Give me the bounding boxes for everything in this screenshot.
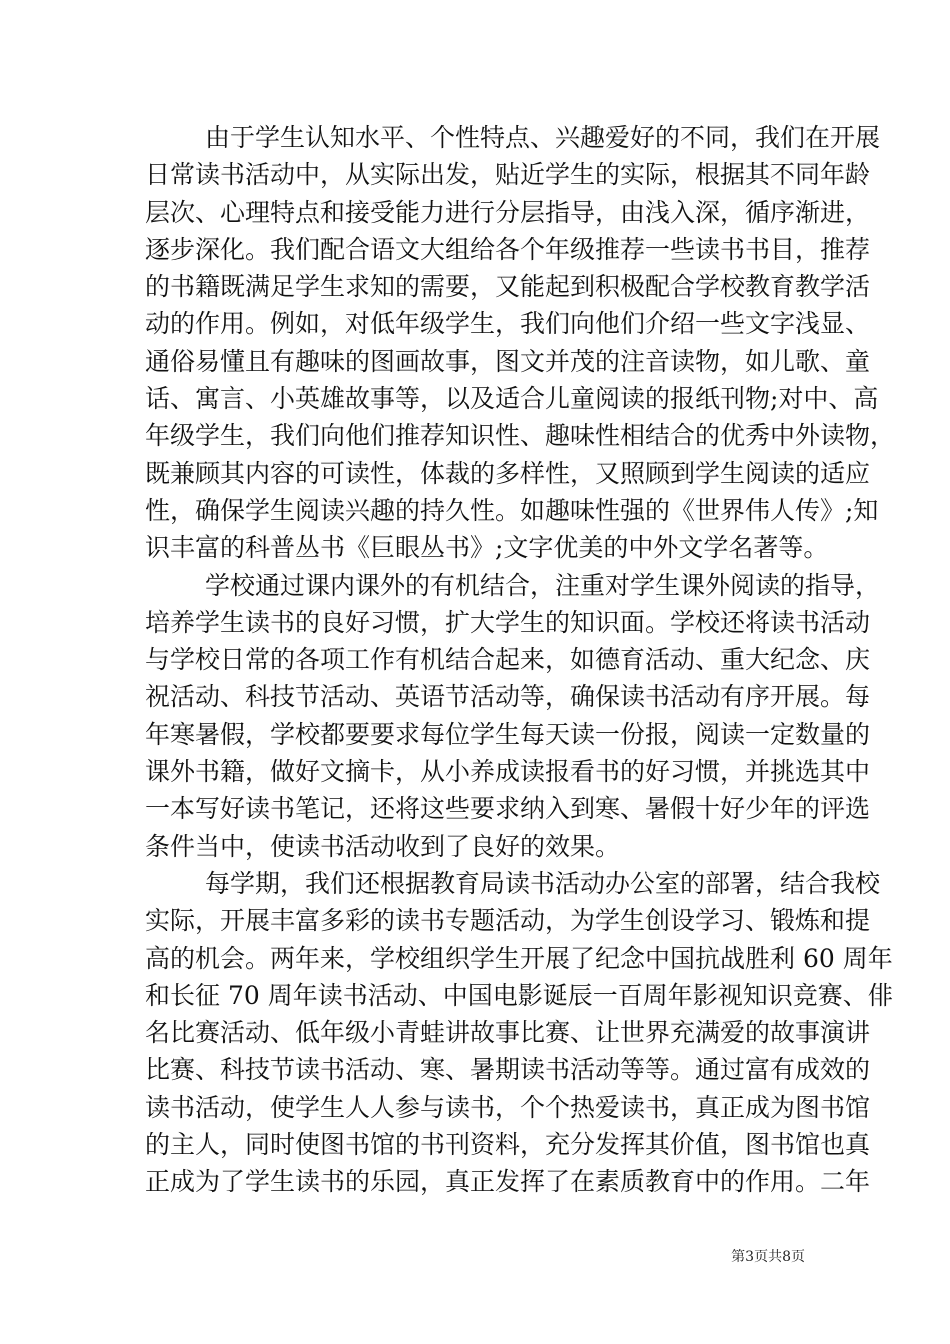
text-line: 条件当中，使读书活动收到了良好的效果。 <box>145 831 621 861</box>
text-line: 正成为了学生读书的乐园，真正发挥了在素质教育中的作用。二年 <box>145 1167 871 1197</box>
text-line: 的主人，同时使图书馆的书刊资料，充分发挥其价值，图书馆也真 <box>145 1130 871 1160</box>
text-line: 课外书籍，做好文摘卡，从小养成读报看书的好习惯，并挑选其中 <box>145 757 871 787</box>
text-line: 由于学生认知水平、个性特点、兴趣爱好的不同，我们在开展 <box>205 123 881 152</box>
text-line: 层次、心理特点和接受能力进行分层指导，由浅入深，循序渐进， <box>145 197 871 227</box>
text-line: 动的作用。例如，对低年级学生，我们向他们介绍一些文字浅显、 <box>145 309 871 339</box>
text-line: 的书籍既满足学生求知的需要，又能起到积极配合学校教育教学活 <box>145 272 871 302</box>
text-line: 日常读书活动中，从实际出发，贴近学生的实际，根据其不同年龄 <box>145 160 871 190</box>
text-line: 与学校日常的各项工作有机结合起来，如德育活动、重大纪念、庆 <box>145 645 871 675</box>
text-line: 性，确保学生阅读兴趣的持久性。如趣味性强的《世界伟人传》;知 <box>145 495 879 525</box>
text-line: 每学期，我们还根据教育局读书活动办公室的部署，结合我校 <box>205 868 881 898</box>
text-line: 既兼顾其内容的可读性，体裁的多样性，又照顾到学生阅读的适应 <box>145 458 871 488</box>
document-body <box>145 119 896 1201</box>
text-line: 和长征 70 周年读书活动、中国电影诞辰一百周年影视知识竞赛、俳 <box>145 980 893 1010</box>
text-line: 学校通过课内课外的有机结合，注重对学生课外阅读的指导， <box>205 570 881 600</box>
paragraph <box>145 567 881 865</box>
text-line: 通俗易懂且有趣味的图画故事，图文并茂的注音读物，如儿歌、童 <box>145 346 871 376</box>
text-line: 培养学生读书的良好习惯，扩大学生的知识面。学校还将读书活动 <box>145 607 871 637</box>
text-line: 读书活动，使学生人人参与读书，个个热爱读书，真正成为图书馆 <box>145 1092 871 1122</box>
text-line: 祝活动、科技节活动、英语节活动等，确保读书活动有序开展。每 <box>145 682 871 712</box>
page-number: 第3页共8页 <box>731 1249 805 1265</box>
text-line: 逐步深化。我们配合语文大组给各个年级推荐一些读书书目，推荐 <box>145 234 871 264</box>
paragraph <box>145 119 896 567</box>
text-line: 比赛、科技节读书活动、寒、暑期读书活动等等。通过富有成效的 <box>145 1055 871 1085</box>
text-line: 识丰富的科普丛书《巨眼丛书》;文字优美的中外文学名著等。 <box>145 533 829 563</box>
text-line: 实际，开展丰富多彩的读书专题活动，为学生创设学习、锻炼和提 <box>145 906 871 936</box>
text-line: 一本写好读书笔记，还将这些要求纳入到寒、暑假十好少年的评选 <box>145 794 871 824</box>
text-line: 话、寓言、小英雄故事等，以及适合儿童阅读的报纸刊物;对中、高 <box>145 384 879 414</box>
text-line: 名比赛活动、低年级小青蛙讲故事比赛、让世界充满爱的故事演讲 <box>145 1018 871 1048</box>
text-line: 高的机会。两年来，学校组织学生开展了纪念中国抗战胜利 60 周年 <box>145 943 893 973</box>
paragraph <box>145 865 893 1201</box>
text-line: 年级学生，我们向他们推荐知识性、趣味性相结合的优秀中外读物， <box>145 421 896 451</box>
text-line: 年寒暑假，学校都要要求每位学生每天读一份报，阅读一定数量的 <box>145 719 871 749</box>
